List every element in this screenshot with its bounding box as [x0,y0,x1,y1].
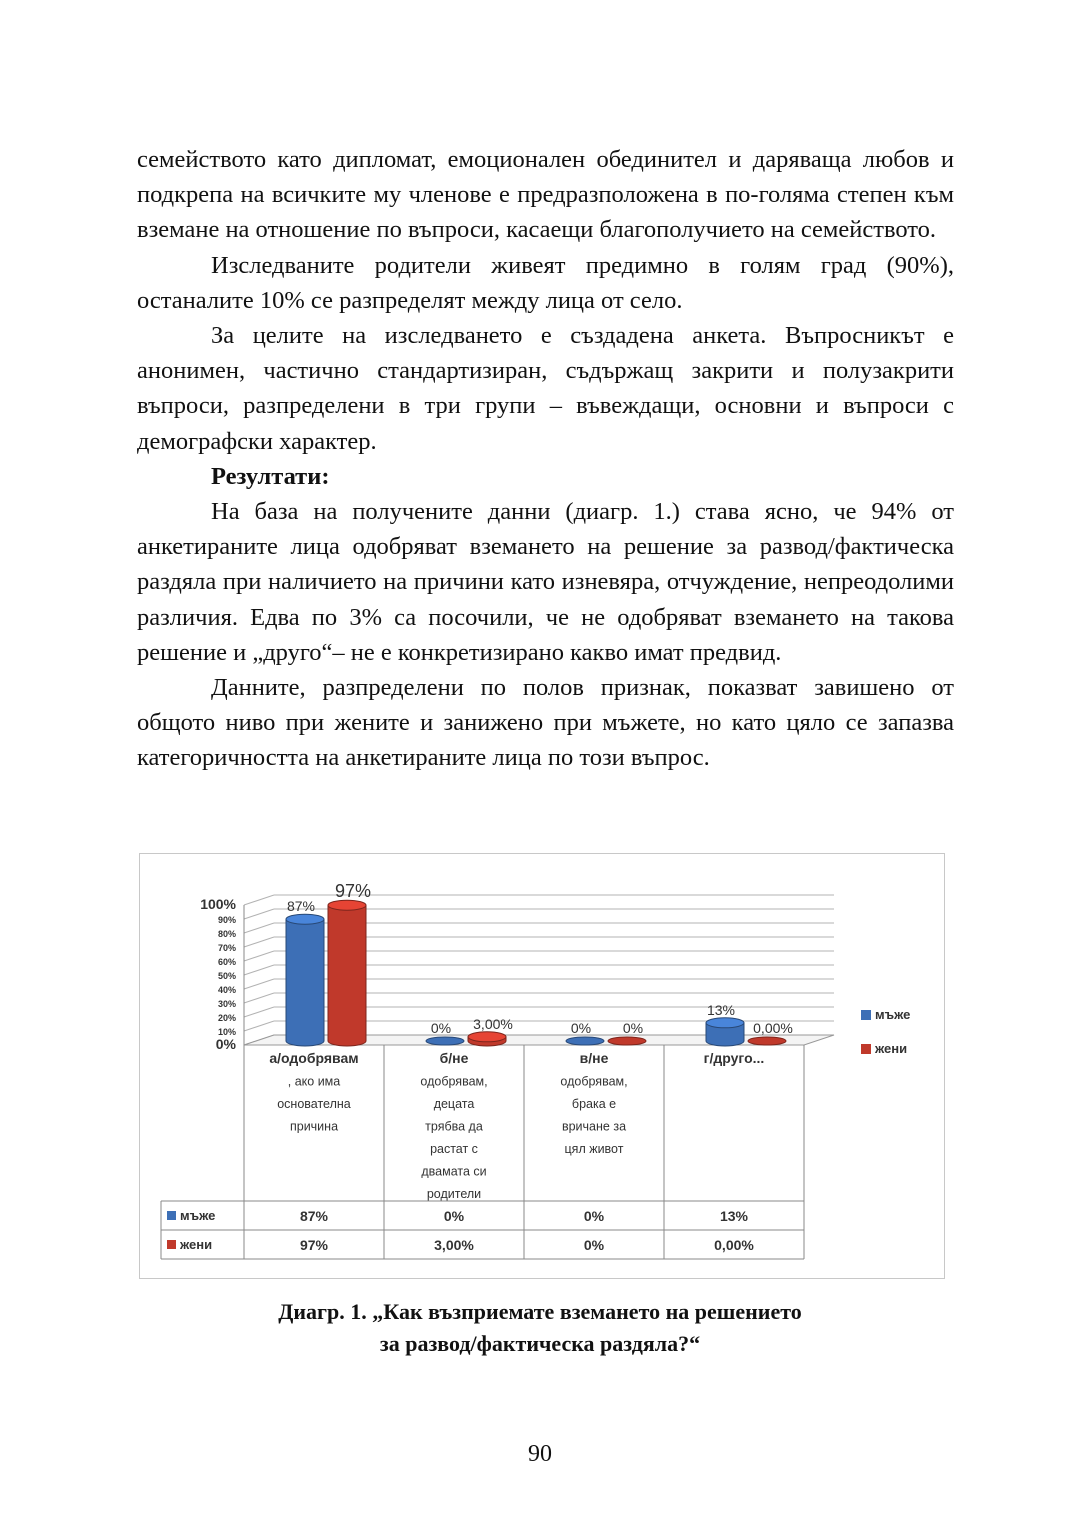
data-label: 0% [622,1020,644,1036]
data-label: 87% [286,898,316,915]
legend-label-мъже: мъже [875,1007,911,1022]
table-cell: 0% [443,1208,465,1224]
table-series-label: жени [180,1237,213,1252]
bar-мъже-1 [426,1037,464,1045]
category-label: трябва да [425,1119,483,1134]
table-series-label: мъже [180,1208,216,1223]
legend-swatch-жени [861,1044,871,1054]
y-tick-label: 40% [217,985,236,995]
data-label: 0% [570,1020,592,1036]
category-label: г/друго... [703,1050,765,1066]
caption-line-1: Диагр. 1. „Как възприемате вземането на решението [278,1299,802,1324]
category-label: а/одобрявам [269,1050,359,1066]
page-number: 90 [528,1441,552,1467]
legend-label-жени: жени [875,1041,908,1056]
table-cell: 97% [299,1237,329,1253]
category-label: родители [426,1187,482,1201]
y-tick-label: 90% [217,915,236,925]
category-label: , ако има [287,1074,341,1089]
figure-caption [0,1296,1080,1360]
paragraph-4: На база на получените данни (диагр. 1.) става ясно, че 94% от анкетираните лица одобряват вземането на решение за развод/фактическа раздяла при наличието на причини като изневяра, отчуждение, непреодолими различия. Едва по 3% са посочили, че не одобряват вземането на такова решение и „друго“– не е конкретизирано какво имат предвид. [137,498,954,666]
table-cell: 0% [583,1208,605,1224]
y-tick-label: 60% [217,957,236,967]
table-cell: 3,00% [434,1237,474,1253]
bar-жени-0 [328,905,366,1046]
bar-top-мъже-0 [286,914,324,924]
table-legend-swatch-мъже [167,1211,176,1220]
data-label: 0% [430,1020,452,1036]
bar-top-мъже-3 [706,1018,744,1028]
chart-border [140,854,945,1279]
caption-line-2: за развод/фактическа раздяла?“ [379,1331,701,1356]
data-label: 13% [706,1001,736,1018]
results-heading: Резултати: [211,462,330,490]
y-tick-label: 80% [217,929,236,939]
category-label: цял живот [564,1142,624,1156]
bar-мъже-0 [286,919,324,1046]
y-tick-label: 100% [200,896,236,912]
bar-top-жени-0 [328,900,366,910]
body-text [137,142,954,776]
data-label: 97% [334,881,372,902]
legend-swatch-мъже [861,1010,871,1020]
bar-жени-2 [608,1037,646,1045]
category-label: двамата си [421,1164,487,1179]
table-cell: 0,00% [714,1237,754,1253]
table-cell: 13% [719,1208,749,1224]
chart-figure [139,853,945,1279]
data-label: 0,00% [753,1020,793,1036]
y-tick-label: 50% [217,971,236,981]
y-tick-label: 30% [217,999,236,1009]
bar-мъже-2 [566,1037,604,1045]
table-cell: 0% [583,1237,605,1253]
bar-top-жени-1 [468,1032,506,1042]
category-label: б/не [439,1050,469,1066]
category-label: причина [289,1119,339,1134]
data-label: 3,00% [473,1015,513,1032]
y-tick-label: 20% [217,1013,236,1023]
paragraph-1: семейството като дипломат, емоционален обединител и даряваща любов и подкрепа на всичките му членове е предразположена в по-голяма степен към вземане на отношение по въпроси, касаещи благополучието на семейството. [137,146,954,244]
bar-жени-3 [748,1037,786,1045]
y-tick-label: 10% [217,1027,236,1037]
table-legend-swatch-жени [167,1240,176,1249]
category-label: децата [433,1097,475,1111]
table-cell: 87% [299,1208,329,1224]
category-label: в/не [579,1050,609,1066]
paragraph-2: Изследваните родители живеят предимно в голям град (90%), останалите 10% се разпределят между лица от село. [137,251,954,314]
category-label: растат с [430,1142,478,1156]
paragraph-5: Данните, разпределени по полов признак, показват завишено от общото ниво при жените и занижено при мъжете, но като цяло се запазва категоричността на анкетираните лица по този въпрос. [137,674,954,772]
category-label: брака е [571,1097,617,1111]
category-label: одобрявам, [420,1074,488,1089]
category-label: основателна [277,1097,351,1111]
category-label: одобрявам, [560,1074,628,1089]
category-label: вричане за [561,1119,627,1134]
bar-chart [139,853,945,1279]
y-tick-label: 0% [215,1036,236,1052]
y-tick-label: 70% [217,943,236,953]
paragraph-3: За целите на изследването е създадена анкета. Въпросникът е анонимен, частично стандартизиран, съдържащ закрити и полузакрити въпроси, разпределени в три групи – въвеждащи, основни и въпроси с демографски характер. [137,322,954,455]
